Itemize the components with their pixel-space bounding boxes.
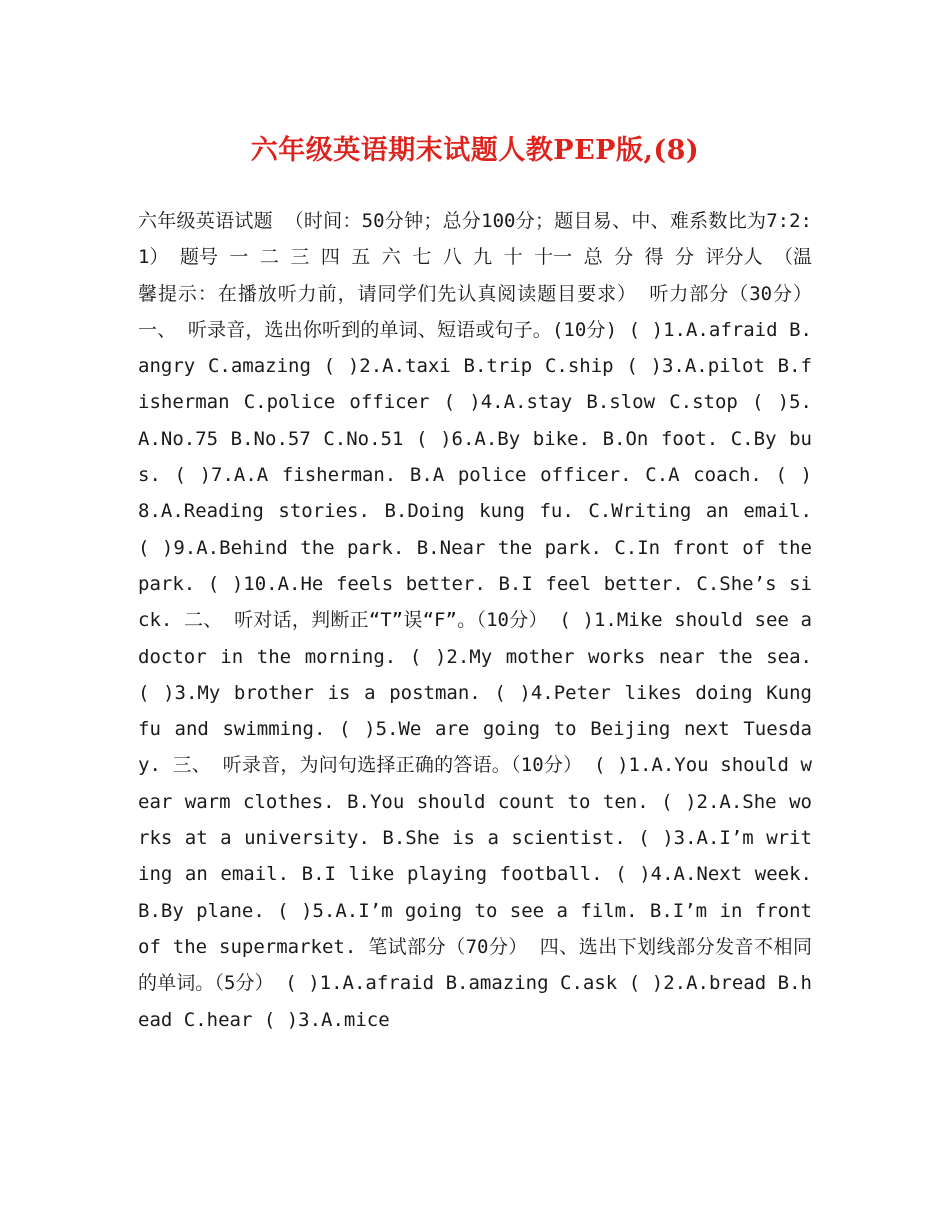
document-body: 六年级英语试题 （时间：50分钟；总分100分；题目易、中、难系数比为7:2:1） 题号 一 二 三 四 五 六 七 八 九 十 十一 总 分 得 分 评分人 （温馨提示：在播放听力前，请同学们先认真阅读题目要求） 听力部分（30分） 一、 听录音，选出你听到的单词、短语或句子。(10分) ( )1.A.afraid B.angry C.amazing ( )2.A.taxi B.trip C.ship ( )3.A.pilot B.fisherman C.police officer ( )4.A.stay B.slow C.stop ( )5.A.No.75 B.No.57 C.No.51 ( )6.A.By bike. B.On foot. C.By bus. ( )7.A.A fisherman. B.A police officer. C.A coach. ( )8.A.Reading stories. B.Doing kung fu. C.Writing an email. ( )9.A.Behind the park. B.Near the park. C.In front of the park. ( )10.A.He feels better. B.I feel better. C.She’s sick. 二、 听对话，判断正“T”误“F”。（10分） ( )1.Mike should see a doctor in the morning. ( )2.My mother works near the sea. ( )3.My brother is a postman. ( )4.Peter likes doing Kung fu and swimming. ( )5.We are going to Beijing next Tuesday. 三、 听录音，为问句选择正确的答语。（10分） ( )1.A.You should wear warm clothes. B.You should count to ten. ( )2.A.She works at a university. B.She is a scientist. ( )3.A.I’m writing an email. B.I like playing football. ( )4.A.Next week. B.By plane. ( )5.A.I’m going to see a film. B.I’m in front of the supermarket. 笔试部分（70分） 四、选出下划线部分发音不相同的单词。（5分） ( )1.A.afraid B.amazing C.ask ( )2.A.bread B.head C.hear ( )3.A.mice: [138, 210, 812, 1031]
document-title: 六年级英语期末试题人教PEP版,(8): [250, 135, 700, 166]
